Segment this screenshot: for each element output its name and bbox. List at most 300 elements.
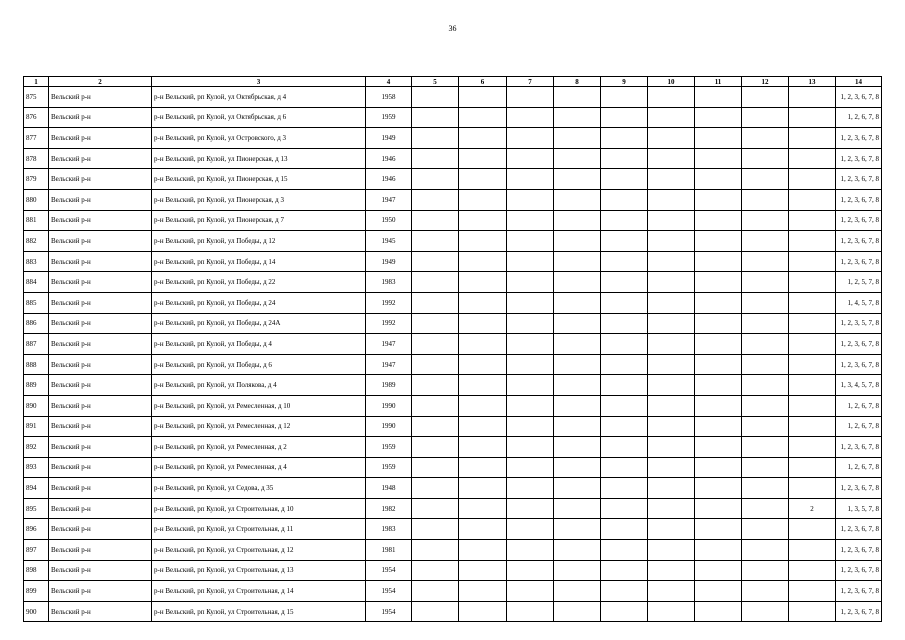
- table-row: [24, 519, 882, 540]
- table-row: [24, 478, 882, 499]
- criteria-codes-cell: 1, 2, 3, 6, 7, 8: [836, 540, 882, 561]
- district-cell: Вельский р-н: [49, 457, 152, 478]
- table-row: [24, 395, 882, 416]
- col-7-cell: [507, 540, 554, 561]
- col-8-cell: [554, 416, 601, 437]
- year-built-cell: 1990: [366, 395, 412, 416]
- col-7-cell: [507, 478, 554, 499]
- col-10-cell: [648, 169, 695, 190]
- col-12-cell: [742, 498, 789, 519]
- record-number-cell: 886: [24, 313, 49, 334]
- col-6-cell: [459, 375, 507, 396]
- col-12-cell: [742, 560, 789, 581]
- criteria-codes-cell: 1, 2, 6, 7, 8: [836, 416, 882, 437]
- col-5-cell: [412, 148, 459, 169]
- district-cell: Вельский р-н: [49, 416, 152, 437]
- col-9-cell: [601, 478, 648, 499]
- address-cell: р-н Вельский, рп Кулой, ул Пионерская, д 3: [152, 189, 366, 210]
- year-built-cell: 1954: [366, 601, 412, 622]
- col-9-cell: [601, 560, 648, 581]
- header-row: [24, 77, 882, 87]
- criteria-codes-cell: 1, 4, 5, 7, 8: [836, 292, 882, 313]
- district-cell: Вельский р-н: [49, 189, 152, 210]
- col-6-cell: [459, 292, 507, 313]
- col-8-cell: [554, 292, 601, 313]
- criteria-codes-cell: 1, 2, 3, 6, 7, 8: [836, 478, 882, 499]
- page-number: 36: [448, 24, 457, 33]
- col-10-cell: [648, 354, 695, 375]
- table-row: [24, 210, 882, 231]
- col-7-cell: [507, 210, 554, 231]
- col-8-cell: [554, 210, 601, 231]
- col-11-cell: [695, 251, 742, 272]
- col-7-cell: [507, 148, 554, 169]
- criteria-codes-cell: 1, 2, 3, 6, 7, 8: [836, 210, 882, 231]
- district-cell: Вельский р-н: [49, 498, 152, 519]
- district-cell: Вельский р-н: [49, 272, 152, 293]
- criteria-codes-cell: 1, 3, 5, 7, 8: [836, 498, 882, 519]
- col-5-cell: [412, 107, 459, 128]
- record-number-cell: 880: [24, 189, 49, 210]
- col-11-cell: [695, 87, 742, 108]
- col-11-cell: [695, 210, 742, 231]
- col-7-cell: [507, 601, 554, 622]
- col-8-cell: [554, 107, 601, 128]
- col-11-cell: [695, 169, 742, 190]
- district-cell: Вельский р-н: [49, 560, 152, 581]
- col-12-cell: [742, 272, 789, 293]
- col-12-cell: [742, 210, 789, 231]
- col-9-cell: [601, 313, 648, 334]
- col-6-cell: [459, 128, 507, 149]
- record-number-cell: 875: [24, 87, 49, 108]
- address-cell: р-н Вельский, рп Кулой, ул Строительная, д 13: [152, 560, 366, 581]
- col-9-cell: [601, 581, 648, 602]
- col-11-cell: [695, 601, 742, 622]
- col-10-cell: [648, 313, 695, 334]
- record-number-cell: 900: [24, 601, 49, 622]
- table-row: [24, 437, 882, 458]
- table-row: [24, 107, 882, 128]
- criteria-codes-cell: 1, 2, 3, 6, 7, 8: [836, 560, 882, 581]
- col-11-cell: [695, 334, 742, 355]
- year-built-cell: 1950: [366, 210, 412, 231]
- col-7-cell: [507, 437, 554, 458]
- address-cell: р-н Вельский, рп Кулой, ул Победы, д 24: [152, 292, 366, 313]
- col-7-cell: [507, 498, 554, 519]
- col-13-cell: [789, 292, 836, 313]
- col-5-cell: [412, 334, 459, 355]
- criteria-codes-cell: 1, 2, 3, 6, 7, 8: [836, 87, 882, 108]
- col-13-cell: [789, 581, 836, 602]
- col-11-cell: [695, 457, 742, 478]
- col-7-cell: [507, 231, 554, 252]
- col-6-cell: [459, 87, 507, 108]
- col-12-cell: [742, 189, 789, 210]
- record-number-cell: 881: [24, 210, 49, 231]
- criteria-codes-cell: 1, 2, 6, 7, 8: [836, 107, 882, 128]
- year-built-cell: 1981: [366, 540, 412, 561]
- col-5-cell: [412, 375, 459, 396]
- column-header-9: 9: [601, 77, 648, 87]
- year-built-cell: 1959: [366, 457, 412, 478]
- table-row: [24, 581, 882, 602]
- col-5-cell: [412, 210, 459, 231]
- district-cell: Вельский р-н: [49, 128, 152, 149]
- address-cell: р-н Вельский, рп Кулой, ул Победы, д 4: [152, 334, 366, 355]
- criteria-codes-cell: 1, 3, 4, 5, 7, 8: [836, 375, 882, 396]
- col-8-cell: [554, 540, 601, 561]
- col-6-cell: [459, 601, 507, 622]
- col-7-cell: [507, 169, 554, 190]
- district-cell: Вельский р-н: [49, 395, 152, 416]
- col-9-cell: [601, 272, 648, 293]
- col-5-cell: [412, 292, 459, 313]
- col-8-cell: [554, 395, 601, 416]
- record-number-cell: 883: [24, 251, 49, 272]
- criteria-codes-cell: 1, 2, 3, 6, 7, 8: [836, 128, 882, 149]
- year-built-cell: 1992: [366, 313, 412, 334]
- record-number-cell: 896: [24, 519, 49, 540]
- record-number-cell: 897: [24, 540, 49, 561]
- table-row: [24, 87, 882, 108]
- col-12-cell: [742, 519, 789, 540]
- record-number-cell: 891: [24, 416, 49, 437]
- col-6-cell: [459, 231, 507, 252]
- col-10-cell: [648, 334, 695, 355]
- col-10-cell: [648, 395, 695, 416]
- table-row: [24, 416, 882, 437]
- col-8-cell: [554, 601, 601, 622]
- col-6-cell: [459, 148, 507, 169]
- district-cell: Вельский р-н: [49, 169, 152, 190]
- table-row: [24, 231, 882, 252]
- col-13-cell: [789, 87, 836, 108]
- district-cell: Вельский р-н: [49, 313, 152, 334]
- col-13-cell: [789, 375, 836, 396]
- year-built-cell: 1989: [366, 375, 412, 396]
- col-8-cell: [554, 560, 601, 581]
- col-13-cell: [789, 540, 836, 561]
- address-cell: р-н Вельский, рп Кулой, ул Ремесленная, д 2: [152, 437, 366, 458]
- col-5-cell: [412, 478, 459, 499]
- col-8-cell: [554, 313, 601, 334]
- record-number-cell: 885: [24, 292, 49, 313]
- col-6-cell: [459, 272, 507, 293]
- col-6-cell: [459, 560, 507, 581]
- col-13-cell: [789, 251, 836, 272]
- record-number-cell: 878: [24, 148, 49, 169]
- district-cell: Вельский р-н: [49, 519, 152, 540]
- address-cell: р-н Вельский, рп Кулой, ул Строительная, д 12: [152, 540, 366, 561]
- col-7-cell: [507, 128, 554, 149]
- col-6-cell: [459, 354, 507, 375]
- col-9-cell: [601, 169, 648, 190]
- address-cell: р-н Вельский, рп Кулой, ул Строительная, д 10: [152, 498, 366, 519]
- col-10-cell: [648, 107, 695, 128]
- year-built-cell: 1948: [366, 478, 412, 499]
- col-10-cell: [648, 498, 695, 519]
- col-6-cell: [459, 416, 507, 437]
- criteria-codes-cell: 1, 2, 3, 6, 7, 8: [836, 354, 882, 375]
- col-11-cell: [695, 478, 742, 499]
- col-10-cell: [648, 128, 695, 149]
- col-6-cell: [459, 334, 507, 355]
- col-8-cell: [554, 437, 601, 458]
- year-built-cell: 1947: [366, 354, 412, 375]
- table-body: [24, 87, 882, 622]
- col-6-cell: [459, 581, 507, 602]
- col-9-cell: [601, 87, 648, 108]
- col-5-cell: [412, 169, 459, 190]
- col-9-cell: [601, 354, 648, 375]
- year-built-cell: 1992: [366, 292, 412, 313]
- col-8-cell: [554, 457, 601, 478]
- record-number-cell: 877: [24, 128, 49, 149]
- col-13-cell: [789, 148, 836, 169]
- record-number-cell: 894: [24, 478, 49, 499]
- column-header-2: 2: [49, 77, 152, 87]
- table-row: [24, 601, 882, 622]
- col-8-cell: [554, 251, 601, 272]
- col-12-cell: [742, 354, 789, 375]
- criteria-codes-cell: 1, 2, 3, 6, 7, 8: [836, 581, 882, 602]
- district-cell: Вельский р-н: [49, 251, 152, 272]
- col-6-cell: [459, 210, 507, 231]
- year-built-cell: 1959: [366, 437, 412, 458]
- col-11-cell: [695, 375, 742, 396]
- col-11-cell: [695, 581, 742, 602]
- col-8-cell: [554, 375, 601, 396]
- record-number-cell: 898: [24, 560, 49, 581]
- column-header-8: 8: [554, 77, 601, 87]
- district-cell: Вельский р-н: [49, 437, 152, 458]
- record-number-cell: 884: [24, 272, 49, 293]
- col-13-cell: [789, 128, 836, 149]
- col-7-cell: [507, 581, 554, 602]
- col-9-cell: [601, 437, 648, 458]
- col-10-cell: [648, 540, 695, 561]
- col-5-cell: [412, 581, 459, 602]
- col-11-cell: [695, 437, 742, 458]
- col-12-cell: [742, 292, 789, 313]
- col-11-cell: [695, 416, 742, 437]
- record-number-cell: 893: [24, 457, 49, 478]
- criteria-codes-cell: 1, 2, 6, 7, 8: [836, 457, 882, 478]
- table-row: [24, 540, 882, 561]
- col-5-cell: [412, 457, 459, 478]
- col-6-cell: [459, 498, 507, 519]
- col-13-cell: [789, 231, 836, 252]
- col-10-cell: [648, 519, 695, 540]
- col-13-cell: [789, 189, 836, 210]
- col-5-cell: [412, 189, 459, 210]
- col-12-cell: [742, 395, 789, 416]
- col-8-cell: [554, 148, 601, 169]
- table-row: [24, 251, 882, 272]
- col-13-cell: [789, 437, 836, 458]
- col-6-cell: [459, 457, 507, 478]
- col-11-cell: [695, 395, 742, 416]
- record-number-cell: 887: [24, 334, 49, 355]
- col-6-cell: [459, 437, 507, 458]
- col-8-cell: [554, 334, 601, 355]
- criteria-codes-cell: 1, 2, 3, 6, 7, 8: [836, 148, 882, 169]
- year-built-cell: 1947: [366, 334, 412, 355]
- col-5-cell: [412, 437, 459, 458]
- address-cell: р-н Вельский, рп Кулой, ул Победы, д 22: [152, 272, 366, 293]
- col-11-cell: [695, 128, 742, 149]
- col-6-cell: [459, 395, 507, 416]
- col-10-cell: [648, 148, 695, 169]
- table-row: [24, 560, 882, 581]
- district-cell: Вельский р-н: [49, 540, 152, 561]
- col-10-cell: [648, 478, 695, 499]
- col-11-cell: [695, 313, 742, 334]
- col-6-cell: [459, 313, 507, 334]
- year-built-cell: 1982: [366, 498, 412, 519]
- col-12-cell: [742, 457, 789, 478]
- col-5-cell: [412, 354, 459, 375]
- col-11-cell: [695, 107, 742, 128]
- col-6-cell: [459, 189, 507, 210]
- column-header-12: 12: [742, 77, 789, 87]
- col-5-cell: [412, 87, 459, 108]
- year-built-cell: 1983: [366, 519, 412, 540]
- col-9-cell: [601, 251, 648, 272]
- col-8-cell: [554, 189, 601, 210]
- table-row: [24, 457, 882, 478]
- year-built-cell: 1949: [366, 251, 412, 272]
- col-11-cell: [695, 540, 742, 561]
- address-cell: р-н Вельский, рп Кулой, ул Полякова, д 4: [152, 375, 366, 396]
- col-13-cell: [789, 313, 836, 334]
- col-5-cell: [412, 416, 459, 437]
- address-cell: р-н Вельский, рп Кулой, ул Седова, д 35: [152, 478, 366, 499]
- column-header-4: 4: [366, 77, 412, 87]
- record-number-cell: 876: [24, 107, 49, 128]
- col-10-cell: [648, 601, 695, 622]
- district-cell: Вельский р-н: [49, 354, 152, 375]
- col-13-cell: [789, 107, 836, 128]
- criteria-codes-cell: 1, 2, 3, 6, 7, 8: [836, 189, 882, 210]
- col-12-cell: [742, 231, 789, 252]
- column-header-7: 7: [507, 77, 554, 87]
- address-cell: р-н Вельский, рп Кулой, ул Строительная, д 14: [152, 581, 366, 602]
- col-11-cell: [695, 498, 742, 519]
- col-12-cell: [742, 437, 789, 458]
- col-7-cell: [507, 457, 554, 478]
- col-9-cell: [601, 292, 648, 313]
- year-built-cell: 1954: [366, 560, 412, 581]
- col-8-cell: [554, 169, 601, 190]
- col-7-cell: [507, 251, 554, 272]
- col-13-cell: [789, 395, 836, 416]
- table-row: [24, 313, 882, 334]
- col-7-cell: [507, 560, 554, 581]
- col-9-cell: [601, 210, 648, 231]
- col-12-cell: [742, 169, 789, 190]
- col-5-cell: [412, 498, 459, 519]
- address-cell: р-н Вельский, рп Кулой, ул Победы, д 12: [152, 231, 366, 252]
- col-10-cell: [648, 87, 695, 108]
- col-11-cell: [695, 189, 742, 210]
- criteria-codes-cell: 1, 2, 3, 6, 7, 8: [836, 169, 882, 190]
- col-13-cell: [789, 601, 836, 622]
- col-12-cell: [742, 540, 789, 561]
- table-row: [24, 334, 882, 355]
- district-cell: Вельский р-н: [49, 478, 152, 499]
- col-13-cell: 2: [789, 498, 836, 519]
- col-6-cell: [459, 107, 507, 128]
- col-10-cell: [648, 375, 695, 396]
- address-cell: р-н Вельский, рп Кулой, ул Пионерская, д 7: [152, 210, 366, 231]
- year-built-cell: 1946: [366, 148, 412, 169]
- col-12-cell: [742, 375, 789, 396]
- col-10-cell: [648, 457, 695, 478]
- col-11-cell: [695, 292, 742, 313]
- col-13-cell: [789, 354, 836, 375]
- col-8-cell: [554, 87, 601, 108]
- building-register-table: [23, 76, 882, 622]
- col-9-cell: [601, 107, 648, 128]
- col-8-cell: [554, 354, 601, 375]
- col-5-cell: [412, 395, 459, 416]
- record-number-cell: 882: [24, 231, 49, 252]
- col-13-cell: [789, 210, 836, 231]
- address-cell: р-н Вельский, рп Кулой, ул Пионерская, д 15: [152, 169, 366, 190]
- year-built-cell: 1990: [366, 416, 412, 437]
- address-cell: р-н Вельский, рп Кулой, ул Октябрьская, д 6: [152, 107, 366, 128]
- col-11-cell: [695, 519, 742, 540]
- col-5-cell: [412, 231, 459, 252]
- col-12-cell: [742, 478, 789, 499]
- col-12-cell: [742, 416, 789, 437]
- col-7-cell: [507, 334, 554, 355]
- col-10-cell: [648, 581, 695, 602]
- col-12-cell: [742, 313, 789, 334]
- col-10-cell: [648, 560, 695, 581]
- col-11-cell: [695, 148, 742, 169]
- year-built-cell: 1945: [366, 231, 412, 252]
- col-10-cell: [648, 437, 695, 458]
- col-11-cell: [695, 231, 742, 252]
- col-7-cell: [507, 395, 554, 416]
- col-8-cell: [554, 581, 601, 602]
- district-cell: Вельский р-н: [49, 334, 152, 355]
- col-12-cell: [742, 107, 789, 128]
- record-number-cell: 895: [24, 498, 49, 519]
- col-11-cell: [695, 354, 742, 375]
- col-9-cell: [601, 540, 648, 561]
- address-cell: р-н Вельский, рп Кулой, ул Строительная, д 15: [152, 601, 366, 622]
- column-header-5: 5: [412, 77, 459, 87]
- year-built-cell: 1946: [366, 169, 412, 190]
- record-number-cell: 879: [24, 169, 49, 190]
- district-cell: Вельский р-н: [49, 148, 152, 169]
- col-13-cell: [789, 272, 836, 293]
- col-6-cell: [459, 540, 507, 561]
- address-cell: р-н Вельский, рп Кулой, ул Строительная, д 11: [152, 519, 366, 540]
- col-10-cell: [648, 292, 695, 313]
- col-6-cell: [459, 519, 507, 540]
- table-row: [24, 169, 882, 190]
- col-5-cell: [412, 560, 459, 581]
- district-cell: Вельский р-н: [49, 231, 152, 252]
- col-5-cell: [412, 540, 459, 561]
- criteria-codes-cell: 1, 2, 3, 6, 7, 8: [836, 334, 882, 355]
- col-11-cell: [695, 560, 742, 581]
